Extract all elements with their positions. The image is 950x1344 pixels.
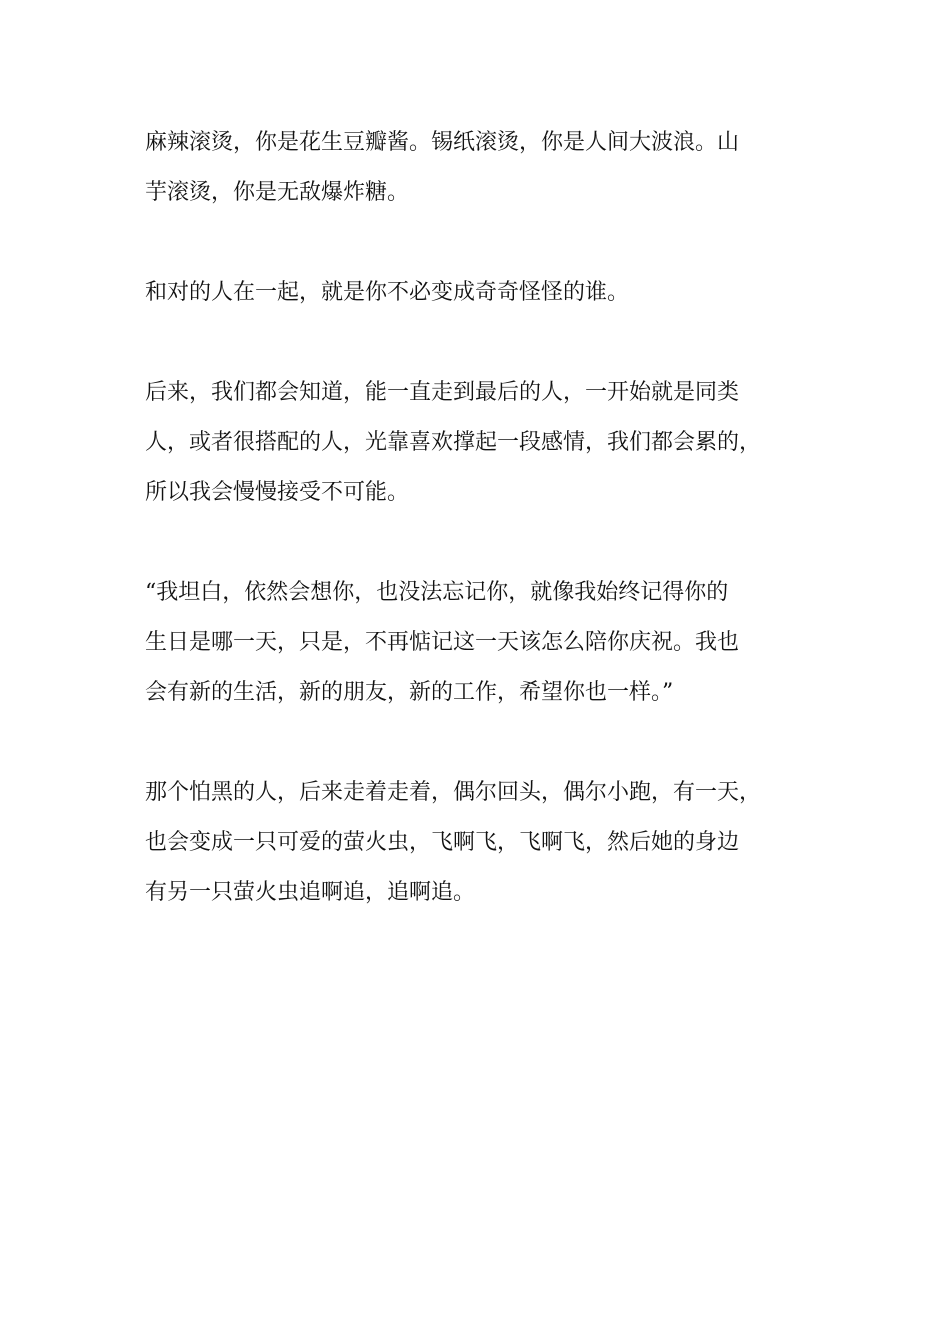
paragraph-line: 有另一只萤火虫追啊追，追啊追。 — [145, 880, 476, 905]
paragraph-line: 生日是哪一天，只是，不再惦记这一天该怎么陪你庆祝。我也 — [145, 630, 740, 655]
paragraph-line: 麻辣滚烫，你是花生豆瓣酱。锡纸滚烫，你是人间大波浪。山 — [145, 130, 740, 155]
paragraph-line: 所以我会慢慢接受不可能。 — [145, 480, 410, 505]
paragraph-line: 芋滚烫，你是无敌爆炸糖。 — [145, 180, 410, 205]
paragraph-5 — [145, 768, 835, 918]
paragraph-4 — [145, 568, 835, 718]
document-body — [145, 118, 835, 968]
paragraph-line: 那个怕黑的人，后来走着走着，偶尔回头，偶尔小跑，有一天， — [145, 780, 762, 805]
paragraph-line: “我坦白，依然会想你，也没法忘记你，就像我始终记得你的 — [145, 580, 729, 605]
paragraph-1 — [145, 118, 835, 218]
paragraph-line: 和对的人在一起，就是你不必变成奇奇怪怪的谁。 — [145, 280, 630, 305]
paragraph-line: 也会变成一只可爱的萤火虫，飞啊飞，飞啊飞，然后她的身边 — [145, 830, 740, 855]
paragraph-line: 后来，我们都会知道，能一直走到最后的人，一开始就是同类 — [145, 380, 740, 405]
paragraph-line: 会有新的生活，新的朋友，新的工作，希望你也一样。” — [145, 680, 674, 705]
paragraph-line: 人，或者很搭配的人，光靠喜欢撑起一段感情，我们都会累的， — [145, 430, 762, 455]
paragraph-3 — [145, 368, 835, 518]
paragraph-2 — [145, 268, 835, 318]
